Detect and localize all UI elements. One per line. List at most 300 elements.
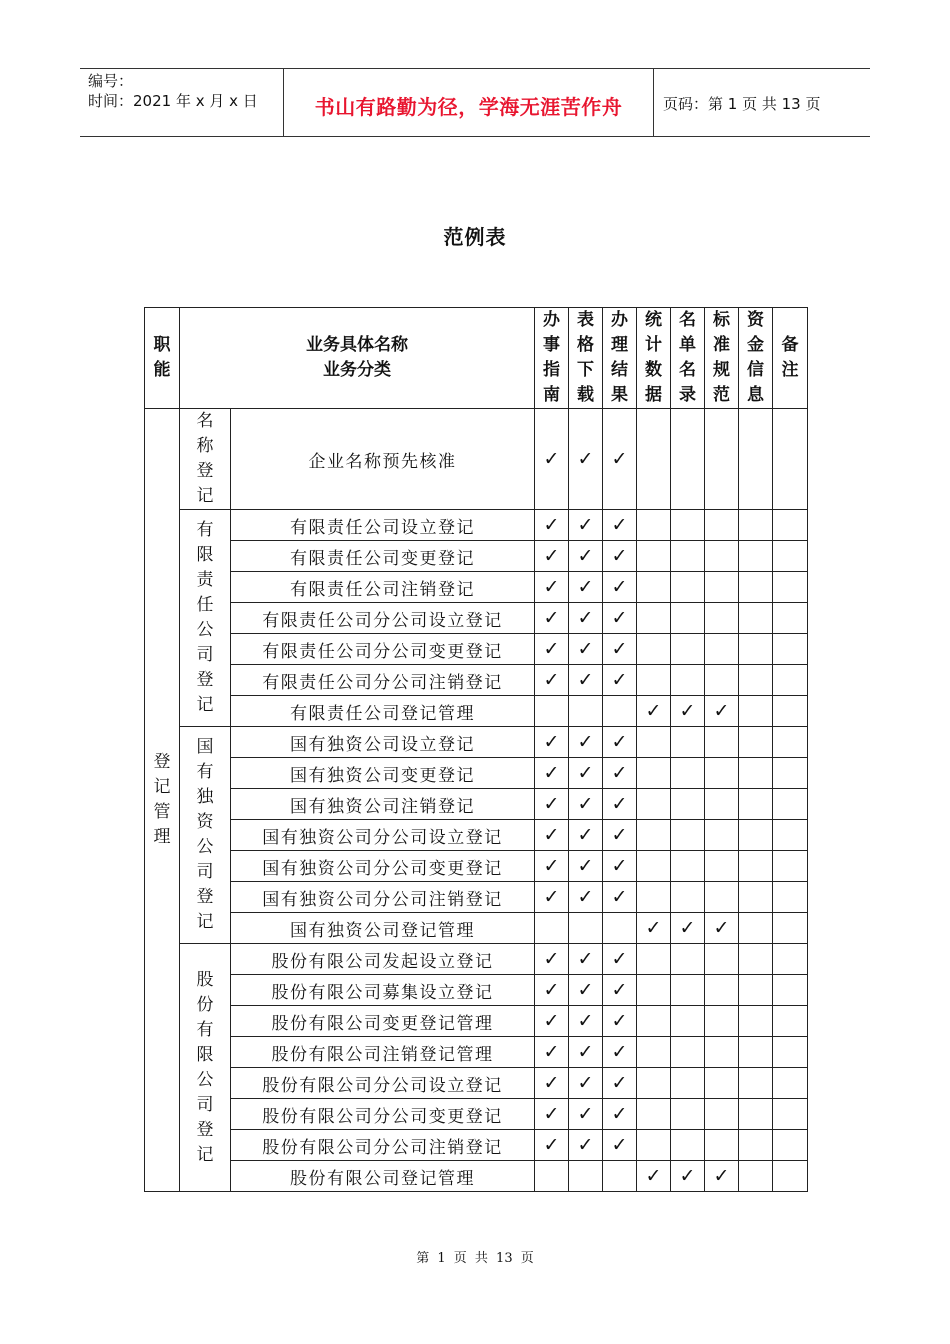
check-cell [637, 634, 671, 665]
check-cell [535, 1006, 569, 1037]
check-cell [569, 1099, 603, 1130]
check-cell [705, 758, 739, 789]
business-name: 股份有限公司分公司设立登记 [262, 1075, 503, 1096]
business-name-cell [231, 572, 535, 603]
check-mark-icon: ✓ [577, 730, 594, 753]
column-header-cell [773, 308, 808, 409]
check-cell [705, 944, 739, 975]
check-cell [569, 1068, 603, 1099]
column-header-cell [603, 308, 637, 409]
business-name: 国有独资公司变更登记 [290, 765, 475, 786]
check-mark-icon: ✓ [611, 978, 628, 1001]
check-cell [603, 727, 637, 758]
check-mark-icon: ✓ [679, 1164, 696, 1187]
table-row [145, 975, 808, 1006]
check-mark-icon: ✓ [611, 761, 628, 784]
check-mark-icon: ✓ [577, 637, 594, 660]
check-cell [569, 409, 603, 510]
check-mark-icon: ✓ [543, 575, 560, 598]
check-mark-icon: ✓ [543, 447, 560, 470]
check-cell [773, 572, 808, 603]
check-mark-icon: ✓ [679, 916, 696, 939]
check-cell [773, 541, 808, 572]
date-label: 时间：2021 年 x 月 x 日 [88, 92, 258, 110]
column-header: 办理结果 [610, 310, 628, 405]
business-name-cell [231, 758, 535, 789]
group-label: 有限责任公司登记 [196, 520, 214, 715]
check-cell [773, 1068, 808, 1099]
group-label-cell [180, 510, 231, 727]
check-mark-icon: ✓ [577, 1133, 594, 1156]
check-cell [637, 1068, 671, 1099]
business-name-cell [231, 1130, 535, 1161]
check-mark-icon: ✓ [543, 513, 560, 536]
check-cell [569, 727, 603, 758]
check-cell [535, 510, 569, 541]
business-name-cell [231, 913, 535, 944]
business-name-cell [231, 1006, 535, 1037]
business-name: 国有独资公司分公司设立登记 [262, 827, 503, 848]
business-name: 国有独资公司登记管理 [290, 920, 475, 941]
check-cell [535, 789, 569, 820]
business-name: 股份有限公司登记管理 [290, 1168, 475, 1189]
check-mark-icon: ✓ [543, 1102, 560, 1125]
check-cell [739, 665, 773, 696]
check-cell [535, 665, 569, 696]
business-name: 股份有限公司分公司注销登记 [262, 1137, 503, 1158]
check-cell [671, 913, 705, 944]
business-name: 国有独资公司注销登记 [290, 796, 475, 817]
check-cell [535, 758, 569, 789]
check-cell [739, 820, 773, 851]
check-mark-icon: ✓ [611, 1133, 628, 1156]
check-cell [637, 727, 671, 758]
sample-table [144, 307, 808, 1192]
check-cell [603, 1068, 637, 1099]
check-mark-icon: ✓ [543, 668, 560, 691]
check-cell [569, 572, 603, 603]
check-cell [535, 1161, 569, 1192]
table-row [145, 696, 808, 727]
check-cell [671, 603, 705, 634]
check-cell [705, 975, 739, 1006]
business-name-cell [231, 665, 535, 696]
table-row [145, 913, 808, 944]
check-cell [773, 409, 808, 510]
business-name-cell [231, 944, 535, 975]
check-cell [603, 409, 637, 510]
check-cell [603, 944, 637, 975]
check-cell [569, 696, 603, 727]
document-header [80, 68, 870, 137]
check-cell [603, 975, 637, 1006]
check-mark-icon: ✓ [577, 854, 594, 877]
check-cell [637, 541, 671, 572]
check-mark-icon: ✓ [611, 823, 628, 846]
check-mark-icon: ✓ [543, 1040, 560, 1063]
check-cell [603, 820, 637, 851]
business-name-cell [231, 1161, 535, 1192]
check-cell [773, 1037, 808, 1068]
check-cell [773, 1161, 808, 1192]
check-mark-icon: ✓ [611, 606, 628, 629]
check-cell [739, 634, 773, 665]
check-cell [637, 510, 671, 541]
check-cell [739, 1099, 773, 1130]
check-cell [773, 851, 808, 882]
check-cell [671, 1161, 705, 1192]
check-mark-icon: ✓ [611, 513, 628, 536]
check-mark-icon: ✓ [577, 668, 594, 691]
business-name-cell [231, 541, 535, 572]
check-cell [739, 409, 773, 510]
column-header-cell [705, 308, 739, 409]
check-cell [705, 820, 739, 851]
check-cell [773, 913, 808, 944]
check-cell [637, 882, 671, 913]
business-name: 股份有限公司变更登记管理 [271, 1013, 494, 1034]
check-mark-icon: ✓ [645, 699, 662, 722]
table-row [145, 1130, 808, 1161]
business-name-cell [231, 727, 535, 758]
check-cell [739, 913, 773, 944]
business-name-cell [231, 603, 535, 634]
table-row [145, 541, 808, 572]
check-cell [773, 603, 808, 634]
check-cell [569, 820, 603, 851]
check-mark-icon: ✓ [577, 947, 594, 970]
check-cell [739, 758, 773, 789]
check-cell [705, 572, 739, 603]
business-name: 国有独资公司分公司变更登记 [262, 858, 503, 879]
check-cell [705, 1099, 739, 1130]
check-cell [637, 820, 671, 851]
check-cell [569, 1130, 603, 1161]
check-mark-icon: ✓ [611, 544, 628, 567]
table-row [145, 727, 808, 758]
check-cell [671, 665, 705, 696]
check-cell [671, 975, 705, 1006]
group-label-cell [180, 727, 231, 944]
check-cell [637, 1006, 671, 1037]
table-row [145, 758, 808, 789]
business-name-cell [231, 696, 535, 727]
check-mark-icon: ✓ [611, 637, 628, 660]
check-cell [569, 665, 603, 696]
check-cell [705, 510, 739, 541]
column-header: 标准规范 [712, 310, 730, 405]
check-cell [535, 820, 569, 851]
check-mark-icon: ✓ [611, 792, 628, 815]
check-cell [773, 1006, 808, 1037]
check-mark-icon: ✓ [577, 885, 594, 908]
check-mark-icon: ✓ [577, 823, 594, 846]
header-divider [653, 69, 654, 136]
check-mark-icon: ✓ [543, 1071, 560, 1094]
check-cell [603, 1099, 637, 1130]
check-mark-icon: ✓ [577, 1071, 594, 1094]
check-cell [739, 603, 773, 634]
business-name-cell [231, 820, 535, 851]
check-cell [739, 541, 773, 572]
check-mark-icon: ✓ [577, 1040, 594, 1063]
check-cell [569, 758, 603, 789]
check-cell [535, 634, 569, 665]
check-cell [637, 975, 671, 1006]
check-cell [569, 975, 603, 1006]
table-row [145, 634, 808, 665]
document-title: 范例表 [443, 225, 507, 249]
table-row [145, 409, 808, 510]
check-mark-icon: ✓ [577, 1102, 594, 1125]
column-header: 资金信息 [746, 310, 764, 405]
check-cell [569, 510, 603, 541]
check-cell [773, 665, 808, 696]
check-cell [603, 572, 637, 603]
check-mark-icon: ✓ [645, 1164, 662, 1187]
business-name: 有限责任公司分公司设立登记 [262, 610, 503, 631]
check-cell [671, 696, 705, 727]
business-name-cell [231, 510, 535, 541]
check-cell [637, 1099, 671, 1130]
check-cell [739, 1037, 773, 1068]
header-meta [88, 71, 258, 111]
check-cell [603, 789, 637, 820]
column-header-cell [535, 308, 569, 409]
header-page-info: 页码：第 1 页 共 13 页 [663, 95, 821, 113]
business-name-cell [231, 634, 535, 665]
check-cell [739, 1006, 773, 1037]
check-cell [739, 1161, 773, 1192]
check-mark-icon: ✓ [543, 885, 560, 908]
check-mark-icon: ✓ [679, 699, 696, 722]
check-cell [637, 1161, 671, 1192]
function-label: 登记管理 [153, 752, 171, 847]
check-cell [603, 1130, 637, 1161]
check-mark-icon: ✓ [543, 761, 560, 784]
check-mark-icon: ✓ [543, 792, 560, 815]
check-cell [671, 758, 705, 789]
check-cell [773, 1099, 808, 1130]
check-cell [535, 1068, 569, 1099]
check-mark-icon: ✓ [577, 544, 594, 567]
check-cell [535, 696, 569, 727]
check-mark-icon: ✓ [543, 637, 560, 660]
serial-label: 编号： [88, 72, 134, 90]
table-row [145, 882, 808, 913]
check-cell [535, 944, 569, 975]
check-cell [671, 851, 705, 882]
column-header-cell [671, 308, 705, 409]
check-cell [705, 913, 739, 944]
check-cell [637, 1130, 671, 1161]
business-name-cell [231, 409, 535, 510]
check-cell [671, 882, 705, 913]
check-mark-icon: ✓ [543, 1133, 560, 1156]
check-cell [773, 727, 808, 758]
check-cell [535, 727, 569, 758]
business-name: 股份有限公司募集设立登记 [271, 982, 494, 1003]
check-cell [603, 1161, 637, 1192]
check-mark-icon: ✓ [645, 916, 662, 939]
check-cell [773, 696, 808, 727]
check-cell [603, 665, 637, 696]
check-cell [773, 789, 808, 820]
check-cell [569, 634, 603, 665]
check-cell [535, 409, 569, 510]
check-mark-icon: ✓ [543, 1009, 560, 1032]
check-cell [569, 603, 603, 634]
check-cell [569, 913, 603, 944]
check-cell [603, 913, 637, 944]
check-cell [739, 944, 773, 975]
check-cell [739, 975, 773, 1006]
check-cell [773, 634, 808, 665]
check-cell [705, 696, 739, 727]
table-row [145, 789, 808, 820]
business-name-cell [231, 789, 535, 820]
check-cell [671, 510, 705, 541]
check-cell [569, 1006, 603, 1037]
check-cell [637, 409, 671, 510]
table-row [145, 665, 808, 696]
check-cell [705, 1006, 739, 1037]
group-label: 股份有限公司登记 [196, 969, 214, 1165]
check-cell [671, 1099, 705, 1130]
check-cell [773, 1130, 808, 1161]
check-cell [637, 758, 671, 789]
check-cell [671, 944, 705, 975]
check-mark-icon: ✓ [611, 1040, 628, 1063]
check-cell [603, 510, 637, 541]
check-cell [739, 882, 773, 913]
check-mark-icon: ✓ [543, 544, 560, 567]
check-cell [569, 541, 603, 572]
check-cell [603, 696, 637, 727]
check-mark-icon: ✓ [577, 792, 594, 815]
check-cell [739, 727, 773, 758]
check-cell [773, 975, 808, 1006]
business-name: 企业名称预先核准 [308, 451, 457, 472]
check-cell [705, 1068, 739, 1099]
check-mark-icon: ✓ [543, 947, 560, 970]
check-cell [739, 696, 773, 727]
check-cell [705, 634, 739, 665]
check-cell [705, 409, 739, 510]
column-header: 表格下载 [576, 310, 594, 405]
check-mark-icon: ✓ [543, 823, 560, 846]
check-cell [569, 882, 603, 913]
check-cell [773, 820, 808, 851]
check-cell [637, 1037, 671, 1068]
check-cell [535, 1037, 569, 1068]
check-mark-icon: ✓ [611, 947, 628, 970]
check-mark-icon: ✓ [611, 1009, 628, 1032]
check-mark-icon: ✓ [543, 730, 560, 753]
check-mark-icon: ✓ [611, 854, 628, 877]
check-cell [535, 572, 569, 603]
table-row [145, 1161, 808, 1192]
check-cell [671, 820, 705, 851]
check-mark-icon: ✓ [577, 761, 594, 784]
check-cell [603, 1037, 637, 1068]
business-name: 有限责任公司登记管理 [290, 703, 475, 724]
check-mark-icon: ✓ [577, 1009, 594, 1032]
check-cell [773, 510, 808, 541]
business-name-header-cell [180, 308, 535, 409]
check-cell [569, 789, 603, 820]
check-cell [569, 851, 603, 882]
check-cell [739, 789, 773, 820]
check-mark-icon: ✓ [713, 699, 730, 722]
check-cell [603, 758, 637, 789]
business-name: 国有独资公司设立登记 [290, 734, 475, 755]
check-cell [535, 1130, 569, 1161]
business-name: 有限责任公司分公司注销登记 [262, 672, 503, 693]
table-row [145, 1037, 808, 1068]
check-cell [535, 1099, 569, 1130]
table-row [145, 572, 808, 603]
check-mark-icon: ✓ [577, 575, 594, 598]
group-label: 国有独资公司登记 [196, 737, 214, 932]
business-name: 股份有限公司注销登记管理 [271, 1044, 494, 1065]
business-name-cell [231, 1099, 535, 1130]
table-row [145, 510, 808, 541]
check-cell [671, 1037, 705, 1068]
check-mark-icon: ✓ [611, 885, 628, 908]
check-cell [705, 851, 739, 882]
table-row [145, 851, 808, 882]
check-mark-icon: ✓ [577, 447, 594, 470]
check-mark-icon: ✓ [611, 668, 628, 691]
check-mark-icon: ✓ [713, 916, 730, 939]
check-cell [671, 634, 705, 665]
check-mark-icon: ✓ [543, 606, 560, 629]
check-cell [535, 882, 569, 913]
check-cell [739, 851, 773, 882]
check-cell [603, 634, 637, 665]
check-cell [671, 1130, 705, 1161]
check-cell [773, 882, 808, 913]
check-cell [705, 1130, 739, 1161]
business-name-cell [231, 1068, 535, 1099]
table-row [145, 1068, 808, 1099]
check-cell [603, 603, 637, 634]
check-cell [739, 510, 773, 541]
check-cell [671, 1006, 705, 1037]
check-cell [637, 851, 671, 882]
check-cell [671, 409, 705, 510]
business-name-cell [231, 882, 535, 913]
check-mark-icon: ✓ [611, 575, 628, 598]
check-mark-icon: ✓ [713, 1164, 730, 1187]
check-cell [637, 572, 671, 603]
table-row [145, 944, 808, 975]
column-header: 备注 [781, 335, 799, 380]
column-header: 名单名录 [678, 310, 696, 405]
check-mark-icon: ✓ [577, 978, 594, 1001]
function-cell [145, 409, 180, 1192]
check-mark-icon: ✓ [611, 447, 628, 470]
function-header: 职能 [153, 335, 171, 380]
table-row [145, 1006, 808, 1037]
table-row [145, 603, 808, 634]
check-cell [535, 541, 569, 572]
check-cell [705, 727, 739, 758]
check-cell [671, 789, 705, 820]
group-label-cell [180, 409, 231, 510]
business-name-cell [231, 851, 535, 882]
